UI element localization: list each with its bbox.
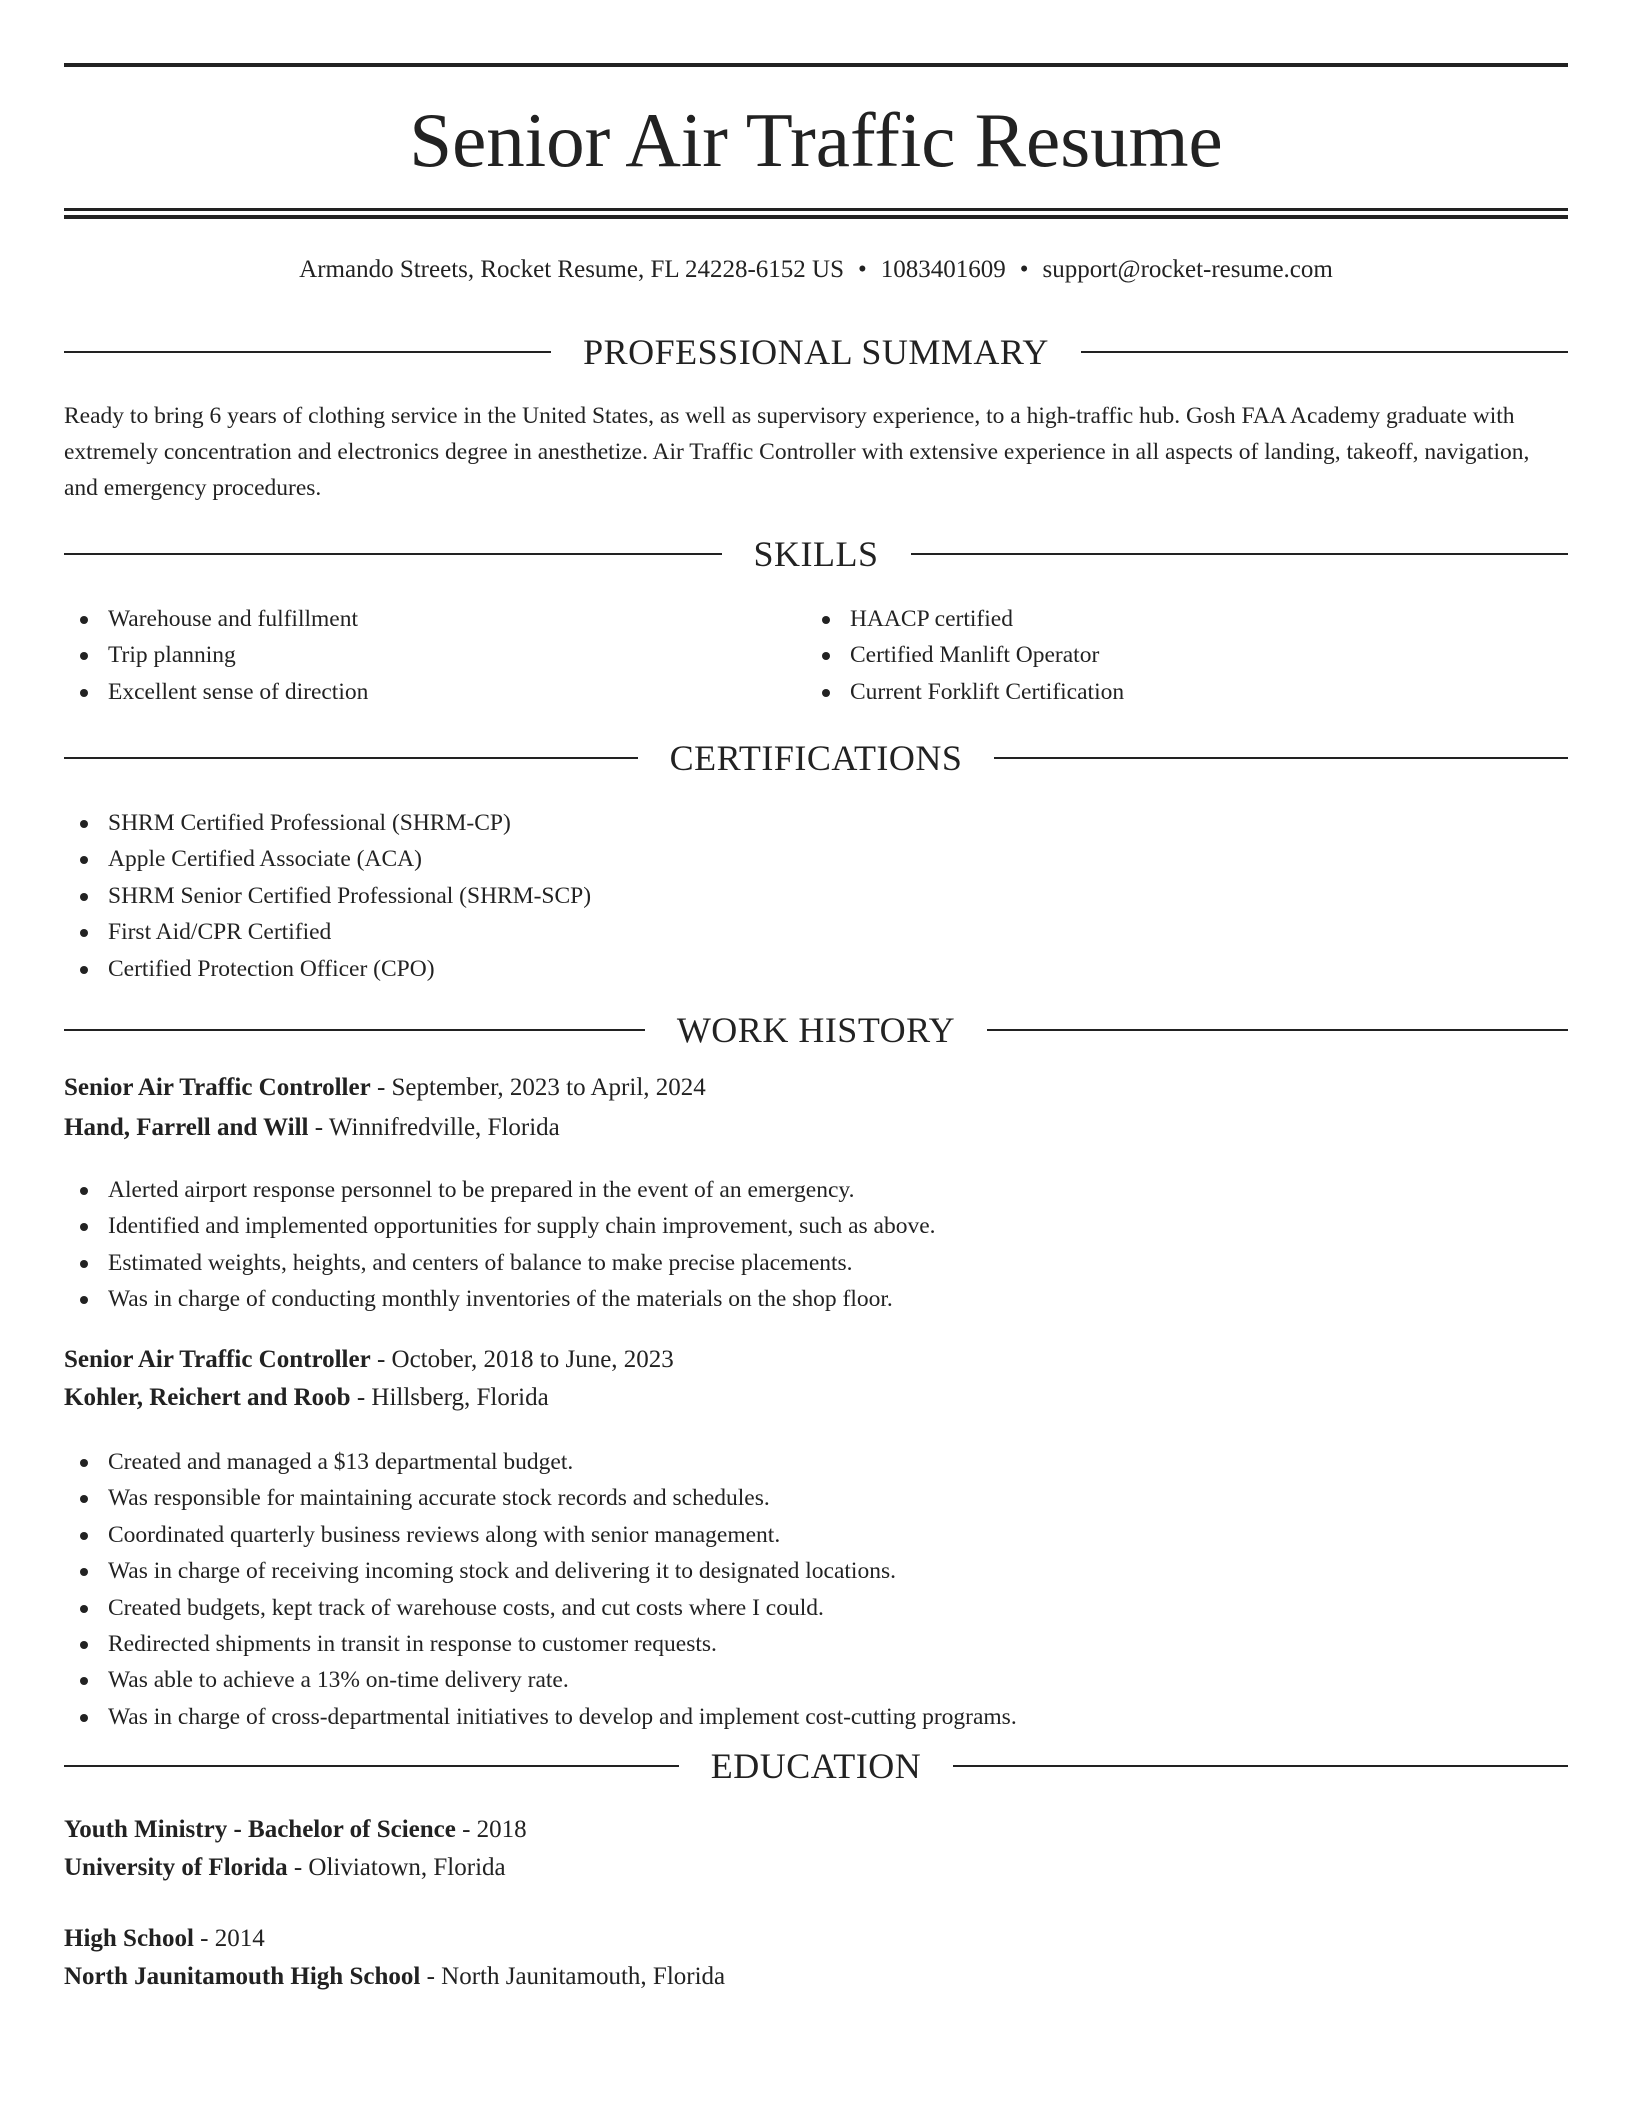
title-rule-upper <box>64 208 1568 211</box>
heading-rule <box>64 1029 645 1031</box>
job-bullet: Was in charge of receiving incoming stock and delivering it to designated locations. <box>64 1553 1568 1589</box>
job-company-line <box>64 1380 1568 1416</box>
certification-item: SHRM Certified Professional (SHRM-CP) <box>64 805 1568 841</box>
education-school-line <box>64 1850 1568 1886</box>
section-heading-skills <box>64 532 1568 576</box>
education-degree: Youth Ministry - Bachelor of Science <box>64 1816 456 1843</box>
section-title: WORK HISTORY <box>676 1010 956 1050</box>
education-degree-line <box>64 1921 1568 1957</box>
job-company: Hand, Farrell and Will <box>64 1114 309 1141</box>
job-location: - Winnifredville, Florida <box>314 1114 560 1141</box>
education-location: - North Jaunitamouth, Florida <box>426 1963 726 1990</box>
section-title: SKILLS <box>753 534 879 574</box>
education-degree-line <box>64 1812 1568 1848</box>
job-company-line <box>64 1110 1568 1146</box>
education-year: - 2018 <box>462 1816 527 1843</box>
job-dates: - September, 2023 to April, 2024 <box>376 1074 706 1101</box>
education-degree: High School <box>64 1925 194 1952</box>
top-rule <box>64 63 1568 67</box>
job-bullets <box>64 1444 1568 1735</box>
heading-rule <box>64 1765 679 1767</box>
heading-rule <box>911 553 1569 555</box>
job-bullet: Was responsible for maintaining accurate stock records and schedules. <box>64 1480 1568 1516</box>
heading-rule <box>987 1029 1568 1031</box>
certification-item: Certified Protection Officer (CPO) <box>64 951 1568 987</box>
heading-rule <box>1081 351 1568 353</box>
job-bullet: Redirected shipments in transit in response to customer requests. <box>64 1626 1568 1662</box>
contact-phone: 1083401609 <box>880 256 1006 283</box>
skill-item: Excellent sense of direction <box>64 674 764 710</box>
job-company: Kohler, Reichert and Roob <box>64 1384 351 1411</box>
heading-rule <box>64 757 638 759</box>
section-heading-summary <box>64 330 1568 374</box>
heading-rule <box>953 1765 1568 1767</box>
section-heading-certifications <box>64 736 1568 780</box>
certification-item: First Aid/CPR Certified <box>64 914 1568 950</box>
section-title: PROFESSIONAL SUMMARY <box>583 332 1049 372</box>
education-year: - 2014 <box>200 1925 265 1952</box>
certification-item: Apple Certified Associate (ACA) <box>64 841 1568 877</box>
skill-item: Trip planning <box>64 637 764 673</box>
skill-item: Certified Manlift Operator <box>806 637 1506 673</box>
job-bullet: Alerted airport response personnel to be prepared in the event of an emergency. <box>64 1172 1568 1208</box>
job-location: - Hillsberg, Florida <box>356 1384 549 1411</box>
job-bullet: Created budgets, kept track of warehouse costs, and cut costs where I could. <box>64 1590 1568 1626</box>
job-title: Senior Air Traffic Controller <box>64 1346 371 1373</box>
section-title: EDUCATION <box>710 1746 922 1786</box>
job-title-line <box>64 1342 1568 1378</box>
skills-list-left <box>64 601 764 710</box>
job-dates: - October, 2018 to June, 2023 <box>376 1346 674 1373</box>
job-bullet: Was in charge of cross-departmental initiatives to develop and implement cost-cutting programs. <box>64 1699 1568 1735</box>
education-school-line <box>64 1959 1568 1995</box>
section-heading-education <box>64 1744 1568 1788</box>
section-title: CERTIFICATIONS <box>669 738 963 778</box>
job-bullet: Was able to achieve a 13% on-time delivery rate. <box>64 1662 1568 1698</box>
education-school: University of Florida <box>64 1854 288 1881</box>
title-rule-lower <box>64 215 1568 219</box>
contact-address: Armando Streets, Rocket Resume, FL 24228-6152 US <box>299 256 845 283</box>
job-bullet: Was in charge of conducting monthly inventories of the materials on the shop floor. <box>64 1281 1568 1317</box>
contact-line <box>64 252 1568 288</box>
education-school: North Jaunitamouth High School <box>64 1963 421 1990</box>
contact-separator: • <box>858 256 867 283</box>
certification-item: SHRM Senior Certified Professional (SHRM-SCP) <box>64 878 1568 914</box>
education-location: - Oliviatown, Florida <box>293 1854 506 1881</box>
certifications-list <box>64 805 1568 987</box>
job-title-line <box>64 1070 1568 1106</box>
contact-email: support@rocket-resume.com <box>1042 256 1333 283</box>
skills-list-right <box>806 601 1506 710</box>
heading-rule <box>994 757 1568 759</box>
heading-rule <box>64 553 722 555</box>
job-bullet: Estimated weights, heights, and centers of balance to make precise placements. <box>64 1245 1568 1281</box>
summary-text: Ready to bring 6 years of clothing service in the United States, as well as supervisory experience, to a high-traffic hub. Gosh FAA Academy graduate with extremely concentration and electronics degree in anesthetize. Air Traffic Controller with extensive experience in all aspects of landing, takeoff, navigation, and emergency procedures. <box>64 403 1530 501</box>
contact-separator: • <box>1019 256 1029 283</box>
section-heading-work-history <box>64 1008 1568 1052</box>
skill-item: Current Forklift Certification <box>806 674 1506 710</box>
skill-item: HAACP certified <box>806 601 1506 637</box>
heading-rule <box>64 351 551 353</box>
job-bullet: Created and managed a $13 departmental budget. <box>64 1444 1568 1480</box>
resume-title: Senior Air Traffic Resume <box>409 97 1223 183</box>
job-bullet: Coordinated quarterly business reviews along with senior management. <box>64 1517 1568 1553</box>
job-title: Senior Air Traffic Controller <box>64 1074 371 1101</box>
job-bullets <box>64 1172 1568 1318</box>
skill-item: Warehouse and fulfillment <box>64 601 764 637</box>
job-bullet: Identified and implemented opportunities for supply chain improvement, such as above. <box>64 1208 1568 1244</box>
